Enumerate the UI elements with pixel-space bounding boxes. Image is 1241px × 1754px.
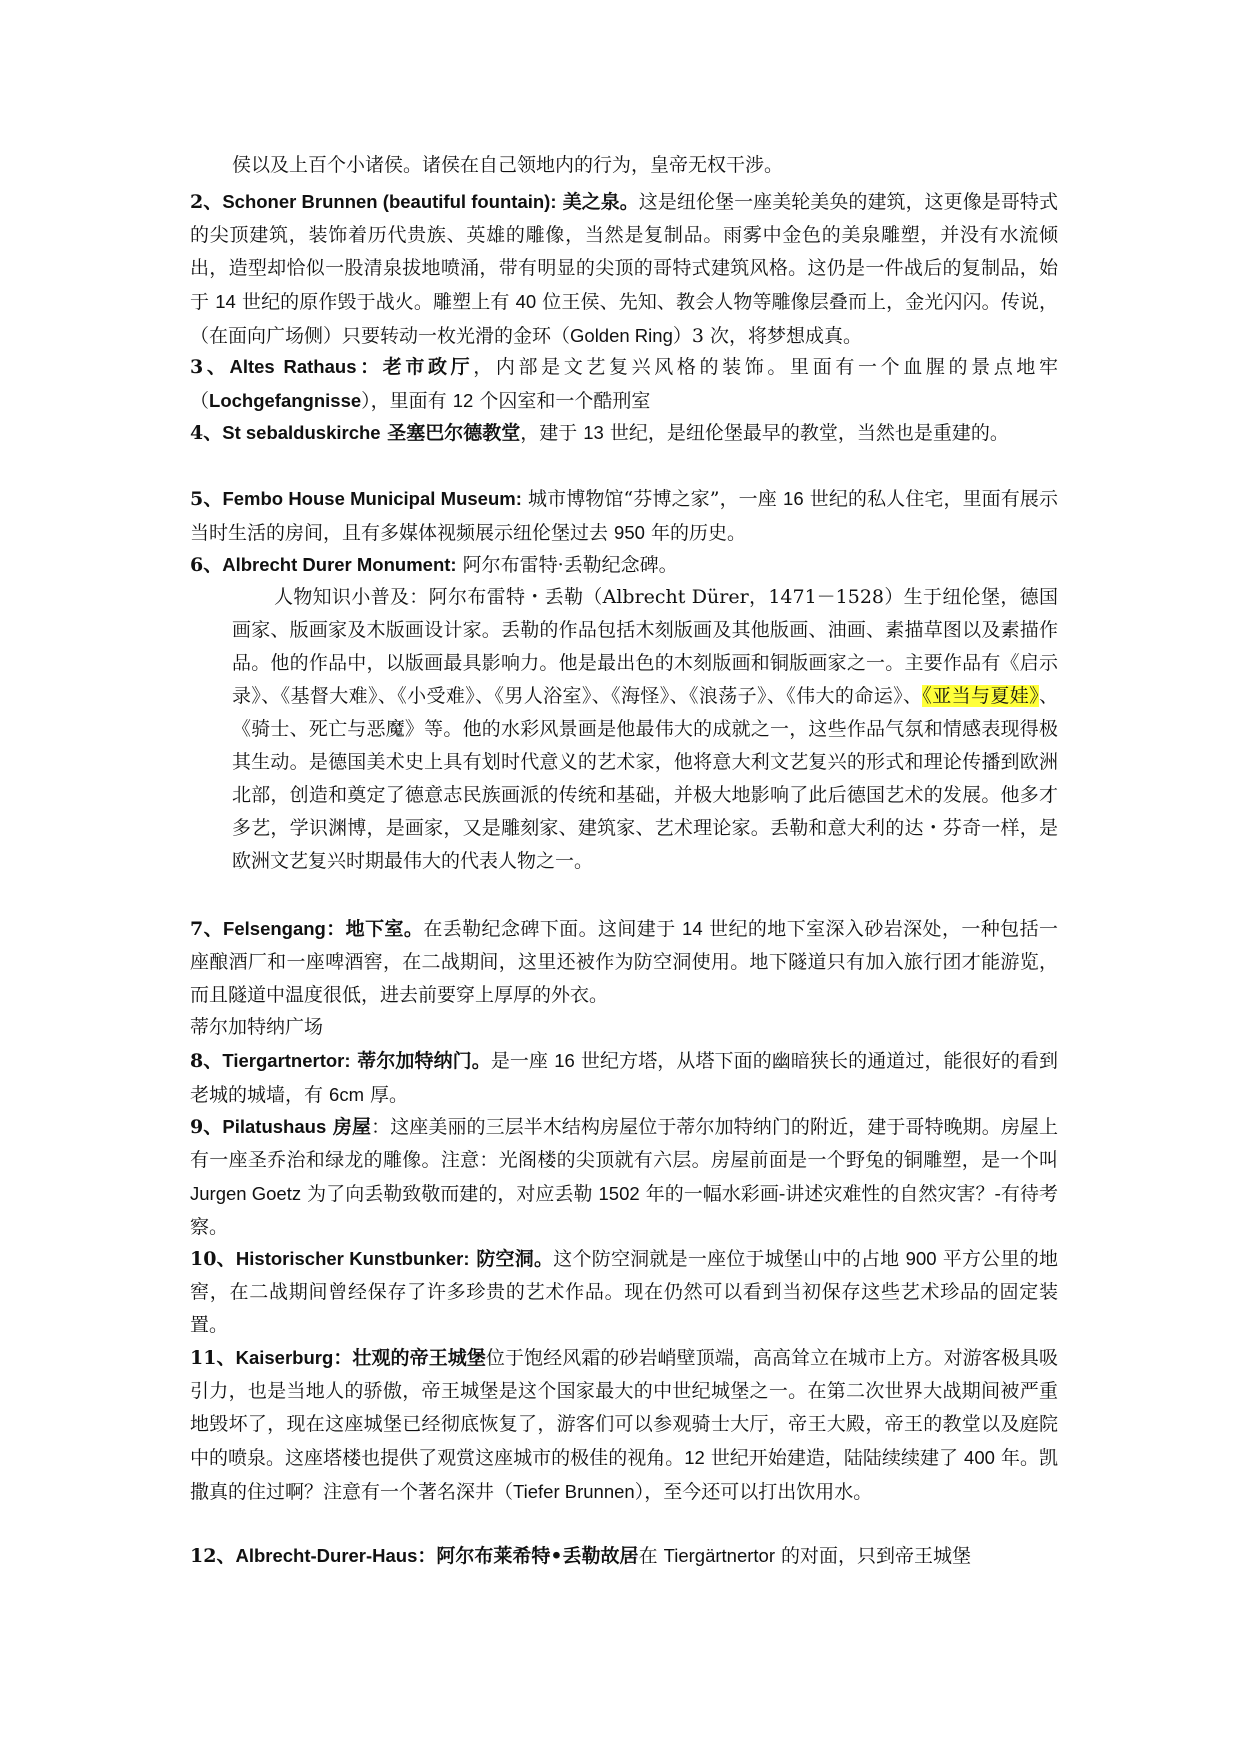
bold-text: Pilatushaus	[222, 1116, 327, 1137]
list-item	[190, 1242, 1058, 1342]
text-run: 1502	[598, 1183, 640, 1204]
text-run: 14	[682, 918, 703, 939]
text-run: 12	[684, 1447, 705, 1468]
text-run: ），至今还可以打出饮用水。	[634, 1481, 873, 1503]
text-run: 、《骑士、死亡与恶魔》等。他的水彩风景画是他最伟大的成就之一，这些作品气氛和情感表现得极其生动。是德国美术史上具有划时代意义的艺术家，他将意大利文艺复兴的形式和理论传播到欧洲北部，创造和奠定了德意志民族画派的传统和基础，并极大地影响了此后德国艺术的发展。他多才多艺，学识渊博，是画家，又是雕刻家、建筑家、艺术理论家。丢勒和意大利的达・芬奇一样，是欧洲文艺复兴时期最伟大的代表人物之一。	[232, 685, 1058, 872]
text-run: 950	[614, 522, 645, 543]
bold-text: 4、	[190, 422, 223, 444]
text-run: 厚。	[364, 1084, 409, 1106]
text-run: 世纪开始建造，陆陆续续建了	[704, 1447, 965, 1469]
bold-text: 5、	[190, 488, 223, 510]
bold-text: Albrecht Durer Monument:	[222, 554, 457, 575]
highlighted-text: 《亚当与夏娃》	[922, 685, 1039, 707]
text-run: 为了向丢勒致敬而建的，对应丢勒	[301, 1183, 599, 1205]
text-run: 蒂尔加特纳广场	[190, 1016, 324, 1038]
bold-text: Tiergartnertor:	[222, 1050, 351, 1071]
text-run: 位王侯、先知、教会人物等雕像层叠而上，金光闪闪。传说，（在面向广场侧）只要转动一枚光滑的金环（	[190, 291, 1058, 347]
list-item	[190, 1044, 1058, 1112]
text-run: ，建于	[520, 422, 584, 444]
bold-text: 3、	[190, 356, 230, 378]
text-run: 这是纽伦堡一座美轮美奂的建筑，这更像是哥特式的尖顶建筑，装饰着历代贵族、英雄的雕像，当然是复制品。雨雾中金色的美泉雕塑，并没有水流倾出，造型却恰似一股清泉拔地喷涌，带有明显的尖顶的哥特式建筑风格。这仍是一件战后的复制品，始于	[190, 191, 1058, 313]
list-item	[190, 350, 1058, 418]
text-run: 年。凯撒真的住过啊？注意有一个著名深井（	[190, 1447, 1058, 1503]
bold-text: Kaiserburg	[235, 1347, 334, 1368]
bold-text: 9、	[190, 1116, 223, 1138]
bold-text: 8、	[190, 1050, 223, 1072]
text-run: 世纪的地下室深入砂岩深处，一种包括一座酿酒厂和一座啤酒窖，在二战期间，这里还被作为防空洞使用。地下隧道只有加入旅行团才能游览，而且隧道中温度很低，进去前要穿上厚厚的外衣。	[190, 918, 1058, 1006]
text-run: 是一座	[490, 1050, 555, 1072]
bold-text: 防空洞。	[469, 1248, 554, 1270]
text-run: 12	[452, 390, 474, 411]
text-run: 900	[905, 1248, 937, 1269]
bold-text: ：老市政厅	[356, 356, 474, 378]
bold-text: 6、	[190, 554, 223, 576]
text-run: 的对面，只到帝王城堡	[775, 1545, 972, 1567]
list-item	[190, 185, 1058, 353]
text-run: 在	[638, 1545, 664, 1567]
text-run: Jurgen Goetz	[190, 1183, 302, 1204]
bold-text: Schoner Brunnen (beautiful fountain):	[222, 191, 557, 212]
text-run: 阿尔布雷特·丢勒纪念碑。	[456, 554, 678, 576]
text-run: 世纪方塔，从塔下面的幽暗狭长的通道过，能很好的看到老城的城墙，有	[190, 1050, 1058, 1106]
text-run: 14	[215, 291, 236, 312]
text-run: 位于饱经风霜的砂岩峭壁顶端，高高耸立在城市上方。对游客极具吸引力，也是当地人的骄傲，帝王城堡是这个国家最大的中世纪城堡之一。在第二次世界大战期间被严重地毁坏了，现在这座城堡已经彻底恢复了，游客们可以参观骑士大厅，帝王大殿，帝王的教堂以及庭院中的喷泉。这座塔楼也提供了观赏这座城市的极佳的视角。	[190, 1347, 1058, 1469]
continuation-paragraph	[232, 149, 1058, 182]
text-run: 侯以及上百个小诸侯。诸侯在自己领地内的行为，皇帝无权干涉。	[232, 154, 784, 176]
list-item	[190, 1110, 1058, 1244]
bold-text: ：阿尔布莱希特•丢勒故居	[417, 1545, 639, 1567]
bold-text: St sebalduskirche	[222, 422, 381, 443]
text-run: 这个防空洞就是一座位于城堡山中的占地	[553, 1248, 906, 1270]
text-run: ：这座美丽的三层半木结构房屋位于蒂尔加特纳门的附近，建于哥特晚期。房屋上有一座圣乔治和绿龙的雕像。注意：光阁楼的尖顶就有六层。房屋前面是一个野兔的铜雕塑，是一个叫	[190, 1116, 1058, 1171]
bold-text: 12、	[190, 1545, 236, 1567]
text-run: 13	[583, 422, 604, 443]
text-run: 40	[515, 291, 537, 312]
bold-text: Felsengang	[223, 918, 326, 939]
bold-text: ：壮观的帝王城堡	[333, 1347, 486, 1369]
text-run: 16	[554, 1050, 575, 1071]
text-run: 年的历史。	[644, 522, 746, 544]
text-run: ）3 次，将梦想成真。	[672, 325, 862, 347]
text-run: 400	[964, 1447, 995, 1468]
bold-text: 房屋	[326, 1116, 372, 1138]
bold-text: 11、	[190, 1347, 236, 1369]
text-run: Tiergärtnertor	[663, 1545, 775, 1566]
text-run: Golden Ring	[570, 325, 673, 346]
text-run: 世纪，是纽伦堡最早的教堂，当然也是重建的。	[603, 422, 1009, 444]
list-item	[190, 416, 1058, 450]
list-item	[190, 912, 1058, 1012]
text-run: 世纪的原作毁于战火。雕塑上有	[235, 291, 516, 313]
bold-text: Historischer Kunstbunker:	[235, 1248, 470, 1269]
text-run: 世纪的私人住宅，里面有展示当时生活的房间，且有多媒体视频展示纽伦堡过去	[190, 488, 1058, 544]
list-item	[190, 1341, 1058, 1509]
text-run: 城市博物馆“芬博之家”，一座	[521, 488, 784, 510]
bold-text: 7、	[190, 918, 224, 940]
text-run: 在丢勒纪念碑下面。这间建于	[423, 918, 683, 940]
text-run: 6cm	[329, 1084, 364, 1105]
text-run: 年的一幅水彩画-讲述灾难性的自然灾害？-有待考察。	[190, 1183, 1058, 1238]
biography-paragraph	[232, 581, 1058, 878]
list-item	[190, 482, 1058, 550]
text-run: 平方公里的地窖，在二战期间曾经保存了许多珍贵的艺术作品。现在仍然可以看到当初保存这些艺术珍品的固定装置。	[190, 1248, 1058, 1336]
text-run: Tiefer Brunnen	[513, 1481, 635, 1502]
bold-text: 美之泉。	[562, 191, 639, 213]
bold-text: 2、	[190, 191, 223, 213]
bold-text: 10、	[190, 1248, 236, 1270]
text-run: 个囚室和一个酷刑室	[473, 390, 651, 412]
bold-text: Altes Rathaus	[229, 356, 357, 377]
bold-text: ：地下室。	[325, 918, 424, 940]
bold-text: Albrecht-Durer-Haus	[235, 1545, 418, 1566]
list-item	[190, 1539, 1058, 1573]
text-run: 人物知识小普及：阿尔布雷特・丢勒（Albrecht Dürer，1471－1528）生于纽伦堡，德国画家、版画家及木版画设计家。丢勒的作品包括木刻版画及其他版画、油画、素描草图以及素描作品。他的作品中，以版画最具影响力。他是最出色的木刻版画和铜版画家之一。主要作品有《启示录》、《基督大难》、《小受难》、《男人浴室》、《海怪》、《浪荡子》、《伟大的命运》、	[232, 586, 1058, 707]
text-run: ，内部是文艺复兴风格的装饰。里面有一个血腥的景点地牢（	[190, 356, 1058, 412]
bold-text: 蒂尔加特纳门。	[350, 1050, 491, 1072]
bold-text: Lochgefangnisse	[209, 390, 362, 411]
bold-text: 圣塞巴尔德教堂	[380, 422, 521, 444]
list-item	[190, 548, 1058, 582]
bold-text: Fembo House Municipal Museum:	[222, 488, 522, 509]
text-run: 16	[783, 488, 804, 509]
text-run: ），里面有	[361, 390, 453, 412]
list-item	[190, 1011, 1058, 1044]
